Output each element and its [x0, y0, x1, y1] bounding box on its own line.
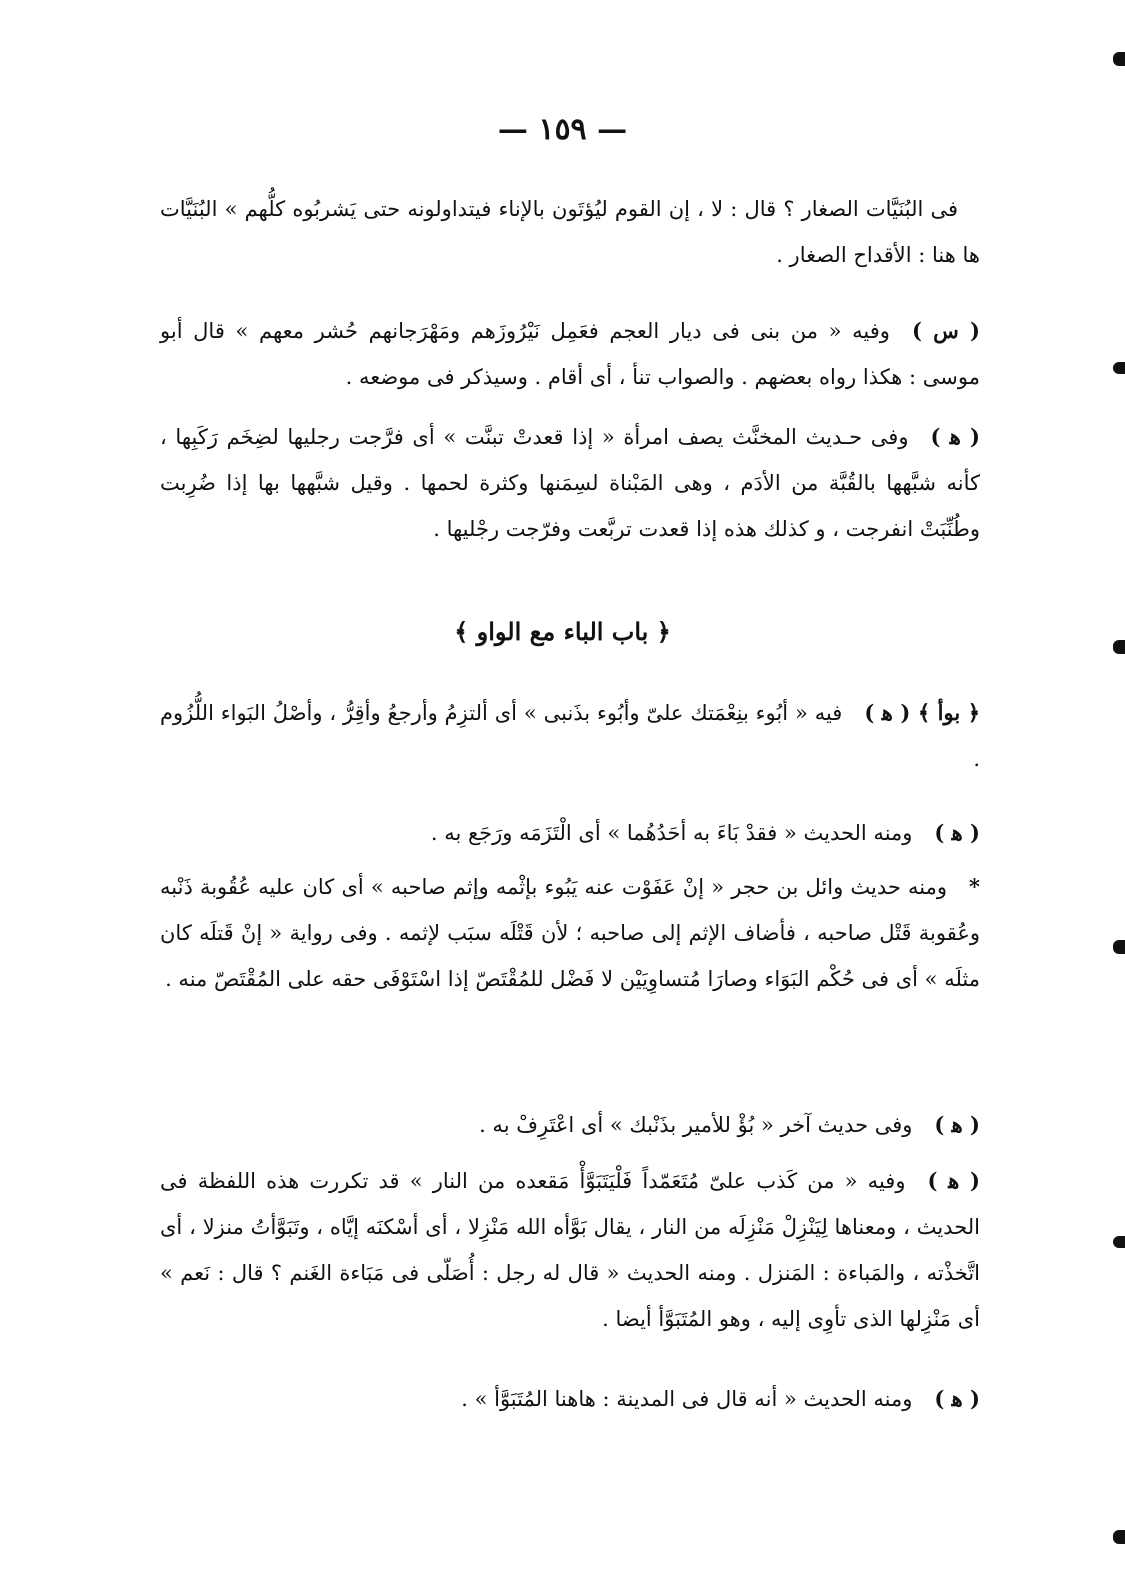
- entry: [160, 864, 980, 1002]
- entry-marker: ( ﻫ ): [934, 1112, 980, 1137]
- entry-text: ومنه الحديث « فقدْ بَاءَ به أحَدُهُما » أى الْتَزَمَه ورَجَع به .: [430, 821, 913, 845]
- entry-text: ومنه حديث وائل بن حجر « إنْ عَفَوْت عنه يَبُوء بإثْمه وإثم صاحبه » أى كان عليه عُقُوبة ذَنْبه وعُقوبة قَتْل صاحبه ، فأضاف الإثم إلى صاحبه ؛ لأن قَتْلَه سبَب لإثمه . وفى رواية « إنْ قَتلَه كان مثلَه » أى فى حُكْم البَوَاء وصارَا مُتساوِيَيْن لا فَضْل للمُقْتَصّ إذا اسْتَوْفَى حقه على المُقْتَصّ منه .: [160, 875, 980, 991]
- entry-text: وفيه « من كَذب علىّ مُتَعَمّداً فَلْيَتَبَوَّأْ مَقعده من النار » قد تكررت هذه اللفظة فى الحديث ، ومعناها لِيَنْزِلْ مَنْزِلَه من النار ، يقال بَوَّأه الله مَنْزِلا ، أى أسْكنَه إيَّاه ، وتَبَوَّأتُ منزلا ، أى اتَّخذْته ، والمَباءة : المَنزل . ومنه الحديث « قال له رجل : أُصَلّى فى مَبَاءة الغَنم ؟ قال : نَعم » أى مَنْزِلها الذى تأوِى إليه ، وهو المُتَبَوَّأ أيضا .: [160, 1169, 980, 1331]
- entry-text: وفى حديث آخر « بُؤْ للأمير بذَنْبك » أى اعْتَرِفْ به .: [479, 1113, 913, 1137]
- entry-marker: ( ﻫ ): [934, 820, 980, 845]
- paragraph: [160, 414, 980, 552]
- page-number: — ١٥٩ —: [497, 112, 628, 147]
- entry-marker: ( ﻫ ): [927, 1168, 980, 1193]
- entry-marker: *: [969, 874, 980, 899]
- scan-edge-mark: [1113, 640, 1125, 654]
- entry-marker: ﴿ بوأ ﴾ ( ﻫ ): [864, 700, 981, 725]
- scan-edge-mark: [1113, 52, 1125, 66]
- entry: [160, 690, 980, 782]
- paragraph-text: وفى حـديث المخنَّث يصف امرأة « إذا قعدتْ تبنَّت » أى فرَّجت رجليها لضِخَم رَكَبِها ، كأنه شبَّهها بالقُبَّة من الأدَم ، وهى المَبْناة لسِمَنها وكثرة لحمها . وقيل شبَّهها بها إذا ضُرِبت وطُنِّبَتْ انفرجت ، و كذلك هذه إذا قعدت تربَّعت وفرّجت رجْليها .: [160, 425, 980, 541]
- entry: [160, 1102, 980, 1148]
- scan-edge-mark: [1113, 362, 1125, 374]
- entry-text: فيه « أبُوء بنِعْمَتك علىّ وأبُوء بذَنبى » أى ألتزِمُ وأرجعُ وأقِرُّ ، وأصْلُ البَواء اللُّزُوم .: [160, 701, 980, 771]
- scan-edge-mark: [1113, 940, 1125, 954]
- paragraph-marker: ( س ): [911, 318, 980, 343]
- scan-edge-mark: [1113, 1530, 1125, 1544]
- entry: [160, 810, 980, 856]
- paragraph-text: فى البُنَيَّات الصغار ؟ قال : لا ، إن القوم ليُؤتَون بالإناء فيتداولونه حتى يَشربُوه كلُّهم » البُنَيَّات ها هنا : الأقداح الصغار .: [160, 197, 980, 267]
- paragraph: [160, 308, 980, 400]
- scan-edge-mark: [1113, 1236, 1125, 1248]
- paragraph-marker: ( ﻫ ): [930, 424, 980, 449]
- entry: [160, 1158, 980, 1342]
- entry-marker: ( ﻫ ): [934, 1386, 980, 1411]
- entry-text: ومنه الحديث « أنه قال فى المدينة : هاهنا المُتَبَوَّأ » .: [461, 1387, 913, 1411]
- entry: [160, 1376, 980, 1422]
- chapter-heading: ﴿ باب الباء مع الواو ﴾: [454, 617, 671, 646]
- paragraph-text: وفيه « من بنى فى ديار العجم فعَمِل نَيْرُوزَهم ومَهْرَجانهم حُشر معهم » قال أبو موسى : هكذا رواه بعضهم . والصواب تنأ ، أى أقام . وسيذكر فى موضعه .: [160, 319, 980, 389]
- paragraph: [160, 186, 980, 278]
